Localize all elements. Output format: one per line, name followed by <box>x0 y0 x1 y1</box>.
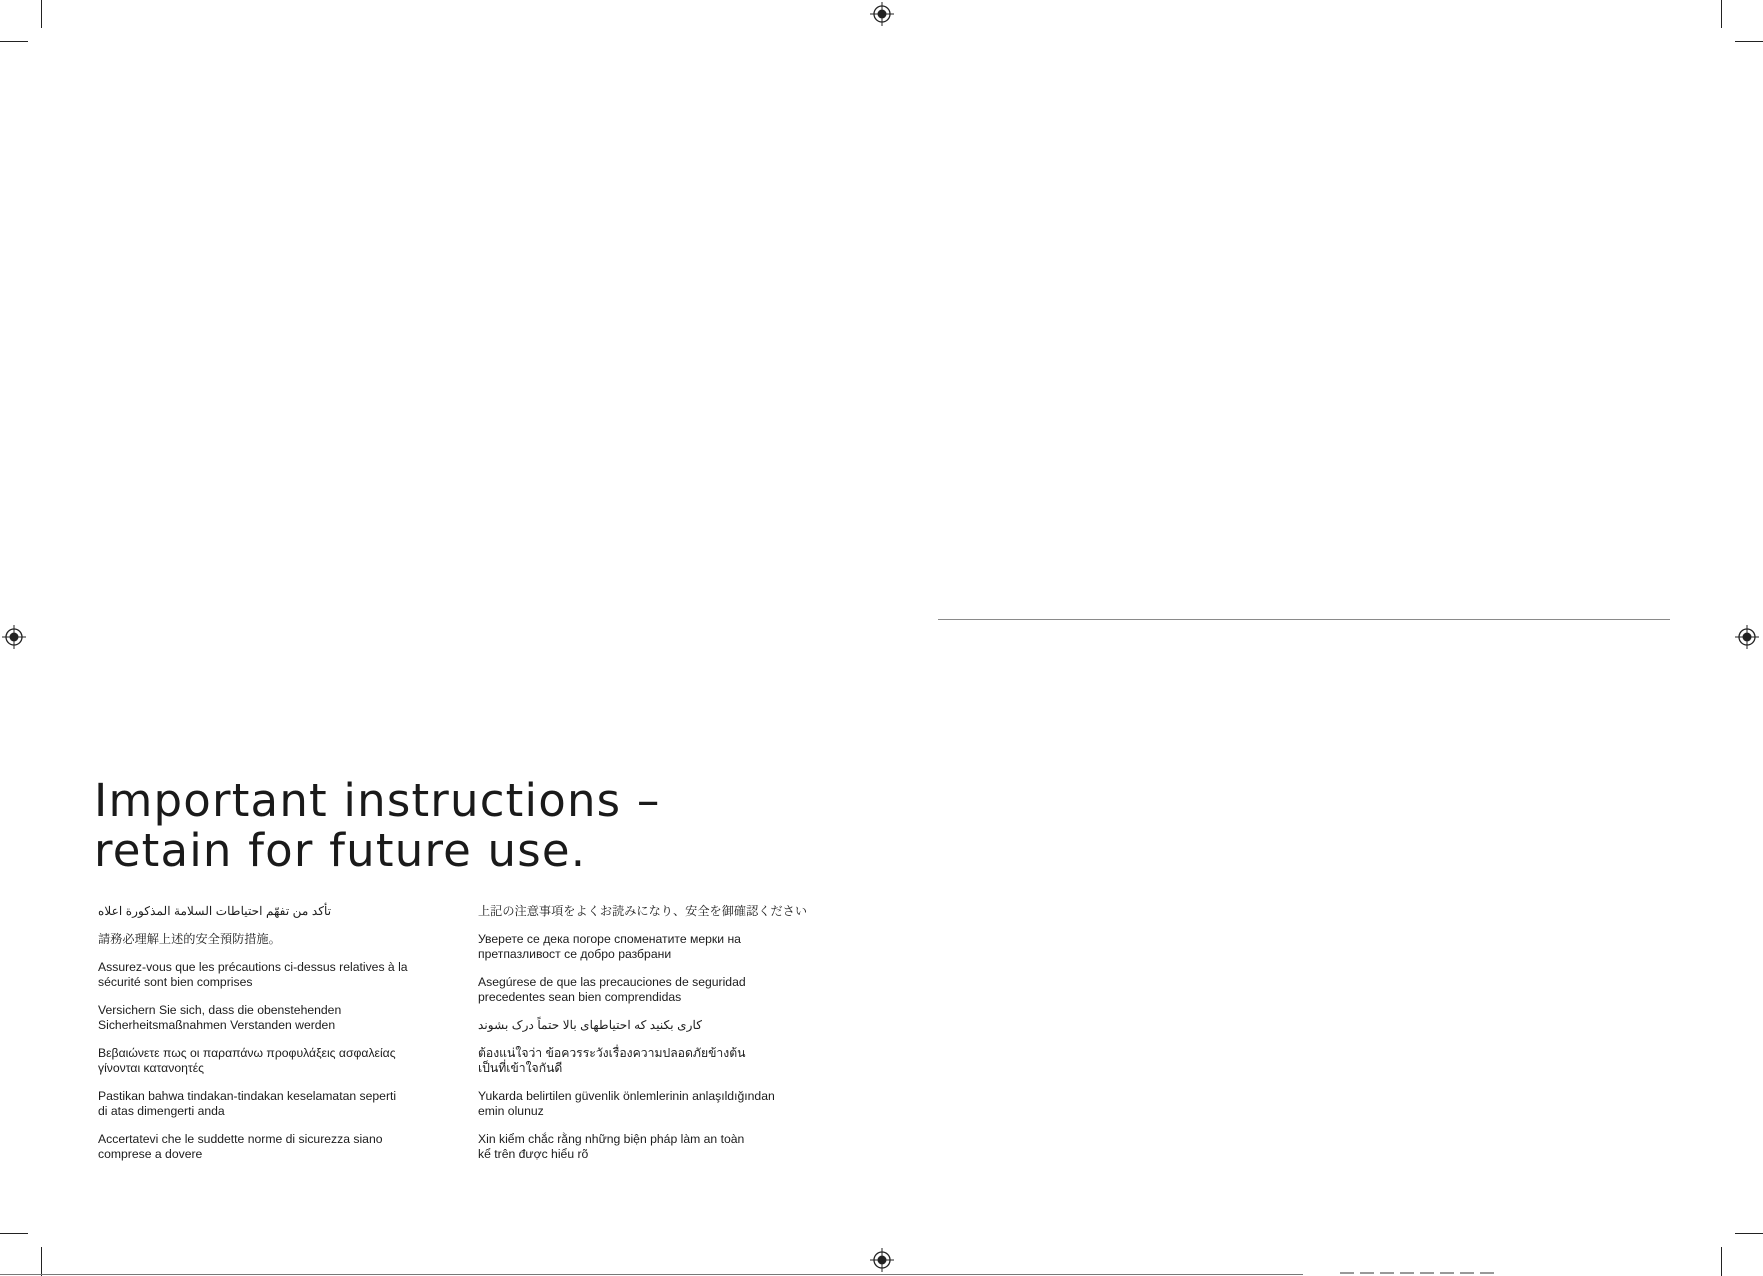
instructions-column-left <box>98 904 438 1175</box>
instruction-fr <box>98 960 438 990</box>
instruction-line: Asegúrese de que las precauciones de seguridad <box>478 975 746 989</box>
title-line-1: Important instructions – <box>94 774 661 827</box>
instruction-line: kể trên được hiểu rõ <box>478 1147 589 1161</box>
instruction-es <box>478 975 818 1005</box>
instruction-bg <box>478 932 818 962</box>
instruction-it <box>98 1132 438 1162</box>
instruction-line: Xin kiểm chắc rằng những biện pháp làm an toàn <box>478 1132 745 1146</box>
instruction-line: Βεβαιώνετε πως οι παραπάνω προφυλάξεις ασφαλείας <box>98 1046 396 1060</box>
crop-mark <box>41 1247 42 1276</box>
instruction-line: comprese a dovere <box>98 1147 203 1161</box>
registration-mark-icon <box>870 1248 894 1272</box>
instruction-line: Yukarda belirtilen güvenlik önlemlerinin anlaşıldığından <box>478 1089 775 1103</box>
instruction-line: γίνονται κατανοητές <box>98 1061 204 1075</box>
crop-mark <box>1735 1233 1763 1234</box>
crop-mark <box>1721 0 1722 28</box>
instruction-line: ต้องแน่ใจว่า ข้อควรระวังเรื่องความปลอดภัยข้างต้น <box>478 1046 746 1060</box>
instruction-line: precedentes sean bien comprendidas <box>478 990 682 1004</box>
section-divider <box>938 619 1670 620</box>
crop-mark <box>1735 41 1763 42</box>
page-title <box>94 776 661 876</box>
registration-mark-icon <box>1735 625 1759 649</box>
instruction-fa <box>478 1018 818 1033</box>
instruction-el <box>98 1046 438 1076</box>
instruction-line: Уверете се дека погоре споменатите мерки на <box>478 932 741 946</box>
instruction-line: Versichern Sie sich, dass die obenstehenden <box>98 1003 342 1017</box>
instructions-column-right <box>478 904 818 1175</box>
instruction-tr <box>478 1089 818 1119</box>
registration-mark-icon <box>870 2 894 26</box>
title-line-2: retain for future use. <box>94 824 587 877</box>
instruction-th <box>478 1046 818 1076</box>
instruction-vi <box>478 1132 818 1162</box>
instruction-line: Assurez-vous que les précautions ci-dessus relatives à la <box>98 960 408 974</box>
instruction-line: เป็นที่เข้าใจกันดี <box>478 1061 563 1075</box>
instruction-ja <box>478 904 818 919</box>
instruction-line: 上記の注意事項をよくお読みになり、安全を御確認ください <box>478 904 808 918</box>
instruction-line: sécurité sont bien comprises <box>98 975 253 989</box>
instruction-ar <box>98 904 438 919</box>
instruction-id <box>98 1089 438 1119</box>
instruction-line: تأكد من تفهّم احتياطات السلامة المذكورة اعلاه <box>98 904 332 918</box>
instruction-line: Accertatevi che le suddette norme di sicurezza siano <box>98 1132 383 1146</box>
instruction-line: 請務必理解上述的安全預防措施。 <box>98 932 281 946</box>
instruction-de <box>98 1003 438 1033</box>
crop-mark <box>0 1233 28 1234</box>
crop-mark <box>1721 1247 1722 1276</box>
instruction-line: di atas dimengerti anda <box>98 1104 225 1118</box>
crop-mark <box>41 0 42 28</box>
trim-line <box>0 1274 1303 1275</box>
instruction-line: emin olunuz <box>478 1104 544 1118</box>
instruction-zh <box>98 932 438 947</box>
registration-mark-icon <box>2 625 26 649</box>
crop-mark <box>0 41 28 42</box>
instruction-line: کاری بکنید که احتیاطهای بالا حتماً درک بشوند <box>478 1018 703 1032</box>
instruction-line: Pastikan bahwa tindakan-tindakan keselamatan seperti <box>98 1089 397 1103</box>
print-artifact <box>1340 1272 1500 1274</box>
instruction-line: Sicherheitsmaßnahmen Verstanden werden <box>98 1018 336 1032</box>
instruction-line: претпазливост се добро разбрани <box>478 947 672 961</box>
